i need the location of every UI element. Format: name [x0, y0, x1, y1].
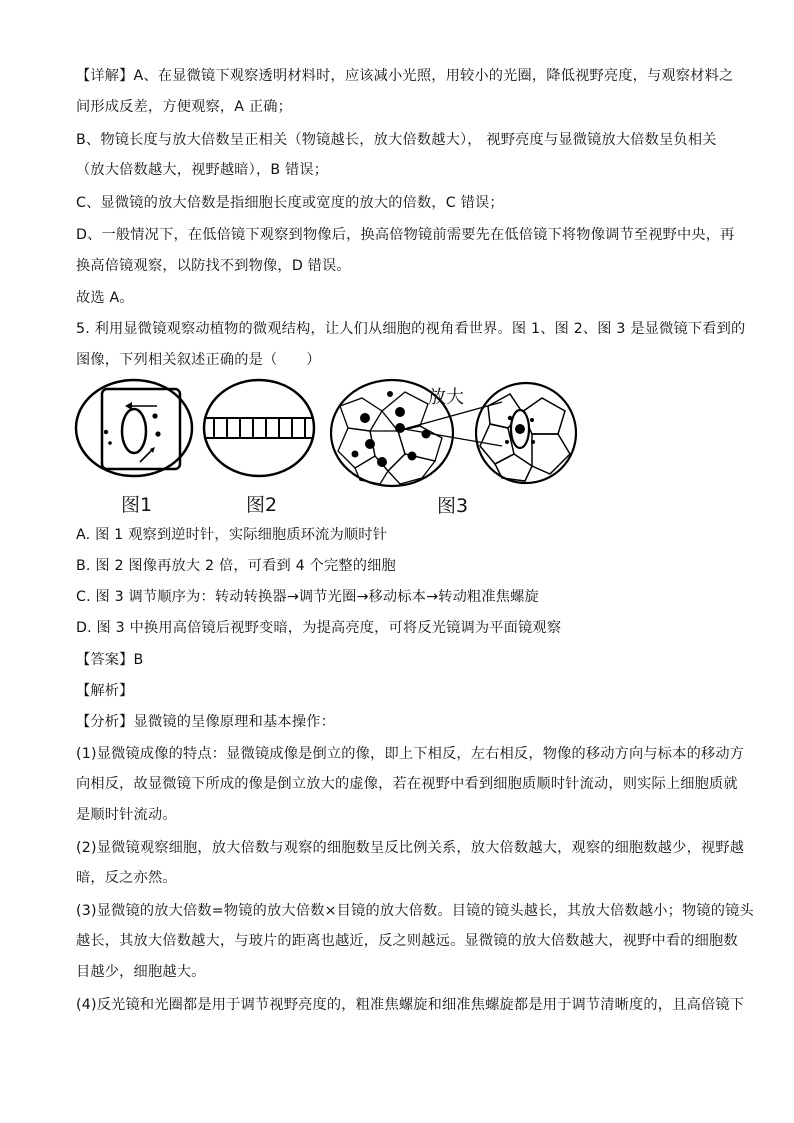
answer-line: 【答案】B: [76, 652, 144, 668]
analysis-line: (2)显微镜观察细胞，放大倍数与观察的细胞数呈反比例关系，放大倍数越大，观察的细胞数越少，视野越: [76, 840, 745, 856]
analysis-header: 【解析】: [76, 683, 134, 699]
explanation-line: B、物镜长度与放大倍数呈正相关（物镜越长，放大倍数越大）， 视野亮度与显微镜放大倍数呈负相关: [76, 132, 717, 148]
figure-1-label: 图1: [121, 494, 153, 516]
zoom-label: 放大: [428, 387, 464, 408]
analysis-line: 向相反，故显微镜下所成的像是倒立放大的虚像，若在视野中看到细胞质顺时针流动，则实际上细胞质就: [76, 776, 738, 792]
option-c: C. 图 3 调节顺序为：转动转换器→调节光圈→移动标本→转动粗准焦螺旋: [76, 589, 539, 605]
analysis-line: 暗，反之亦然。: [76, 870, 177, 886]
question-stem: 5. 利用显微镜观察动植物的微观结构，让人们从细胞的视角看世界。图 1、图 2、图 3 是显微镜下看到的: [76, 321, 746, 337]
analysis-line: (1)显微镜成像的特点：显微镜成像是倒立的像，即上下相反，左右相反，物像的移动方向与标本的移动方: [76, 746, 745, 762]
figure-3-label: 图3: [437, 495, 469, 517]
explanation-line: C、显微镜的放大倍数是指细胞长度或宽度的放大的倍数，C 错误；: [76, 195, 504, 211]
figure-3-high-power-view: [476, 383, 576, 483]
figure-2-cell-row: [204, 380, 314, 476]
option-d: D. 图 3 中换用高倍镜后视野变暗，为提高亮度，可将反光镜调为平面镜观察: [76, 620, 562, 636]
analysis-line: 【分析】显微镜的呈像原理和基本操作：: [76, 714, 335, 730]
analysis-line: (3)显微镜的放大倍数=物镜的放大倍数×目镜的放大倍数。目镜的镜头越长，其放大倍数越小；物镜的镜头: [76, 903, 754, 919]
explanation-line: D、一般情况下，在低倍镜下观察到物像后，换高倍物镜前需要先在低倍镜下将物像调节至视野中央，再: [76, 227, 735, 243]
question-stem: 图像，下列相关叙述正确的是（ ）: [76, 352, 321, 368]
microscope-figures: [70, 376, 590, 516]
analysis-line: 是顺时针流动。: [76, 807, 177, 823]
option-b: B. 图 2 图像再放大 2 倍，可看到 4 个完整的细胞: [76, 558, 396, 574]
explanation-line: 换高倍镜观察，以防找不到物像，D 错误。: [76, 258, 351, 274]
analysis-line: (4)反光镜和光圈都是用于调节视野亮度的，粗准焦螺旋和细准焦螺旋都是用于调节清晰度的，且高倍镜下: [76, 997, 745, 1013]
analysis-line: 目越少，细胞越大。: [76, 964, 206, 980]
explanation-line: 【详解】A、在显微镜下观察透明材料时，应该减小光照，用较小的光圈，降低视野亮度，与观察材料之: [76, 68, 734, 84]
analysis-line: 越长，其放大倍数越大，与玻片的距离也越近，反之则越远。显微镜的放大倍数越大，视野中看的细胞数: [76, 933, 738, 949]
explanation-line: （放大倍数越大，视野越暗），B 错误；: [76, 162, 329, 178]
figure-2-label: 图2: [246, 494, 278, 516]
option-a: A. 图 1 观察到逆时针，实际细胞质环流为顺时针: [76, 527, 388, 543]
figure-1-cell: [76, 380, 192, 476]
conclusion-line: 故选 A。: [76, 290, 134, 306]
explanation-line: 间形成反差，方便观察，A 正确；: [76, 99, 293, 115]
